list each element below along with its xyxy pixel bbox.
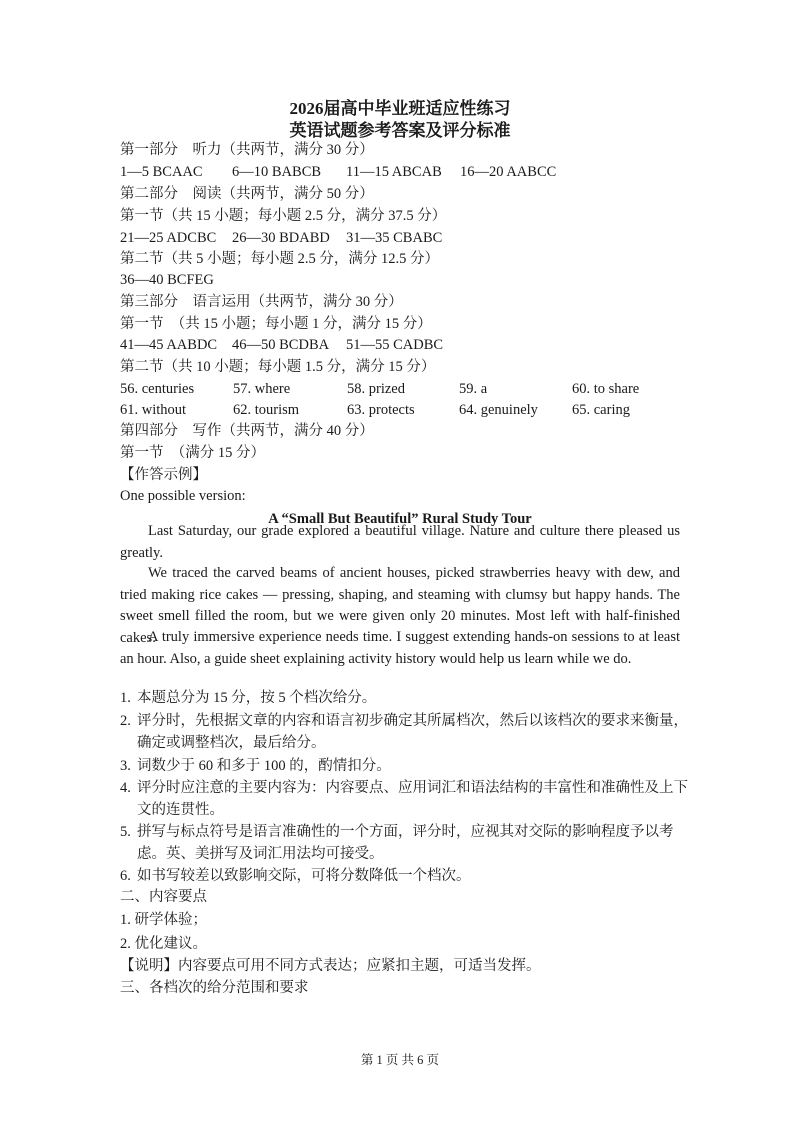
rule-text: 评分时应注意的主要内容为：内容要点、应用词汇和语法结构的丰富性和准确性及上下文的连贯性。: [137, 780, 688, 818]
answer-group: 16—20 AABCC: [460, 164, 557, 180]
answer-group: 11—15 ABCAB: [346, 164, 442, 180]
content-point: 1. 研学体验；: [120, 912, 207, 928]
content-points-heading: 二、内容要点: [120, 889, 207, 905]
answer-group: 51—55 CADBC: [346, 337, 444, 353]
answer-item: 61. without: [120, 402, 187, 418]
answer-group: 31—35 CBABC: [346, 230, 443, 246]
rule-number: 1.: [120, 690, 131, 706]
part2-section1-heading: 第一节（共 15 小题；每小题 2.5 分，满分 37.5 分）: [120, 208, 447, 224]
answer-group: 26—30 BDABD: [232, 230, 330, 246]
page-number: 第 1 页 共 6 页: [360, 1053, 440, 1067]
content-note: 【说明】内容要点可用不同方式表达；应紧扣主题，可适当发挥。: [120, 958, 541, 974]
answer-group: 46—50 BCDBA: [232, 337, 330, 353]
sample-label: 【作答示例】: [120, 467, 207, 483]
part4-section1-heading: 第一节 （满分 15 分）: [120, 445, 265, 461]
part3-heading: 第三部分 语言运用（共两节，满分 30 分）: [120, 294, 403, 310]
answer-item: 64. genuinely: [459, 402, 538, 418]
part1-heading: 第一部分 听力（共两节，满分 30 分）: [120, 142, 374, 158]
rule-text: 如书写较差以致影响交际，可将分数降低一个档次。: [137, 868, 471, 884]
part2-heading: 第二部分 阅读（共两节，满分 50 分）: [120, 186, 374, 202]
rule-number: 5.: [120, 824, 131, 840]
essay-title: A “Small But Beautiful” Rural Study Tour: [268, 511, 532, 527]
rule-text: 拼写与标点符号是语言准确性的一个方面，评分时，应视其对交际的影响程度予以考虑。英、美拼写及词汇用法均可接受。: [137, 824, 674, 862]
part3-section1-heading: 第一节 （共 15 小题；每小题 1 分，满分 15 分）: [120, 316, 432, 332]
answer-item: 57. where: [233, 381, 291, 397]
grading-rule: [120, 755, 690, 777]
essay-paragraph: A truly immersive experience needs time. I suggest extending hands-on sessions to at least an hour. Also, a guide sheet explaining activity history would help us learn while we do.: [120, 629, 680, 667]
rule-number: 3.: [120, 758, 131, 774]
grading-rule: [120, 777, 690, 821]
answer-item: 58. prized: [347, 381, 405, 397]
rule-text: 词数少于 60 和多于 100 的，酌情扣分。: [137, 758, 391, 774]
levels-heading: 三、各档次的给分范围和要求: [120, 980, 309, 996]
answer-item: 59. a: [459, 381, 488, 397]
part4-heading: 第四部分 写作（共两节，满分 40 分）: [120, 423, 374, 439]
answer-group: 6—10 BABCB: [232, 164, 322, 180]
answer-group: 41—45 AABDC: [120, 337, 218, 353]
document-title: 2026届高中毕业班适应性练习: [289, 99, 511, 118]
answer-item: 60. to share: [572, 381, 640, 397]
rule-text: 本题总分为 15 分，按 5 个档次给分。: [137, 690, 377, 706]
grading-rule: [120, 821, 690, 865]
answer-group: 21—25 ADCBC: [120, 230, 217, 246]
answer-group: 36—40 BCFEG: [120, 272, 214, 288]
grading-rule: [120, 710, 690, 754]
part2-section2-heading: 第二节（共 5 小题；每小题 2.5 分，满分 12.5 分）: [120, 251, 439, 267]
answer-item: 56. centuries: [120, 381, 195, 397]
grading-rule: [120, 687, 690, 709]
rule-text: 评分时，先根据文章的内容和语言初步确定其所属档次，然后以该档次的要求来衡量，确定或调整档次，最后给分。: [137, 713, 688, 751]
rule-number: 6.: [120, 868, 131, 884]
grading-rule: [120, 865, 690, 887]
answer-item: 62. tourism: [233, 402, 300, 418]
content-point: 2. 优化建议。: [120, 936, 207, 952]
rule-number: 4.: [120, 780, 131, 796]
essay-paragraph: Last Saturday, our grade explored a beautiful village. Nature and culture there pleased us greatly.: [120, 523, 680, 561]
answer-item: 65. caring: [572, 402, 630, 418]
part3-section2-heading: 第二节（共 10 小题；每小题 1.5 分，满分 15 分）: [120, 359, 436, 375]
rule-number: 2.: [120, 713, 131, 729]
answer-group: 1—5 BCAAC: [120, 164, 203, 180]
answer-item: 63. protects: [347, 402, 415, 418]
essay-paragraph: We traced the carved beams of ancient houses, picked strawberries heavy with dew, and tried making rice cakes — pressing, shaping, and steaming with clumsy but happy hands. The sweet smell filled the room, but we were given only 20 minutes. Most left with half-finished cakes.: [120, 565, 680, 646]
document-subtitle: 英语试题参考答案及评分标准: [289, 121, 511, 140]
sample-intro: One possible version:: [120, 488, 246, 504]
